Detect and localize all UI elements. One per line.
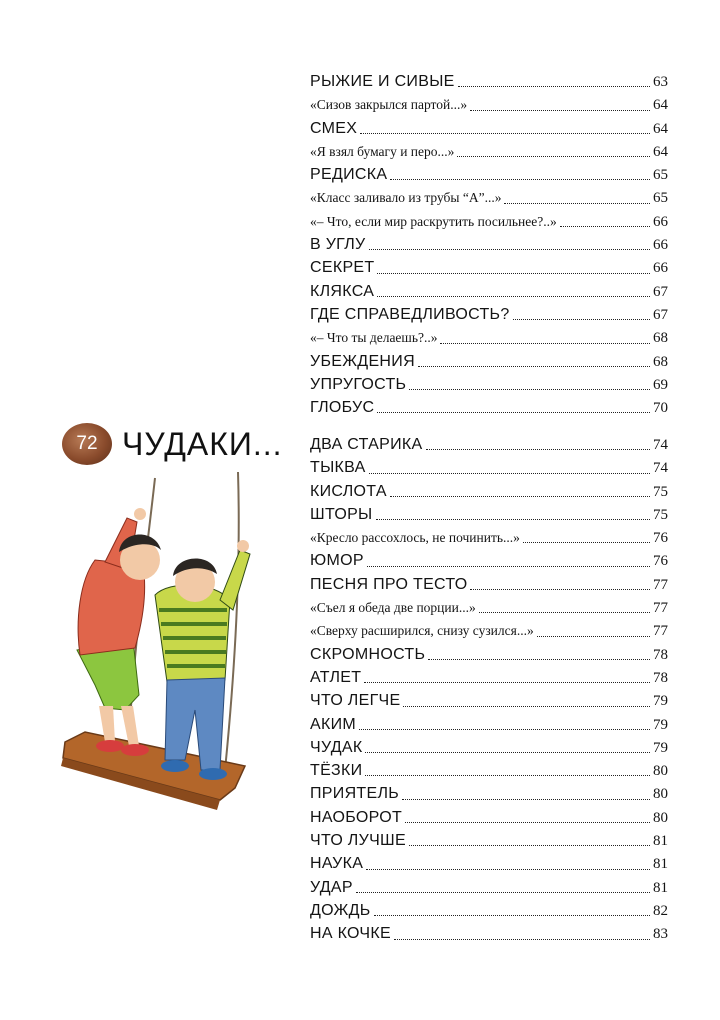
toc-leader-dots [523,541,650,543]
toc-entry-title: ТЁЗКИ [310,762,363,780]
toc-entry-title: «Съел я обеда две порции...» [310,600,476,616]
toc-entry-title: АТЛЕТ [310,668,362,686]
toc-leader-dots [366,868,650,870]
toc-entry-title: УДАР [310,878,353,896]
toc-entry-title: НАУКА [310,855,364,873]
toc-entry-title: КИСЛОТА [310,482,387,500]
toc-entry[interactable] [310,899,668,922]
toc-leader-dots [403,705,650,707]
toc-entry[interactable] [310,186,668,209]
toc-leader-dots [376,518,651,520]
toc-entry-page: 64 [653,120,668,137]
toc-entry-page: 79 [653,693,668,710]
toc-entry-title: «Сизов закрылся партой...» [310,97,468,113]
toc-leader-dots [440,342,650,344]
toc-leader-dots [364,681,650,683]
toc-entry-page: 81 [653,879,668,896]
toc-entry[interactable] [310,573,668,596]
toc-leader-dots [377,295,650,297]
toc-entry-page: 78 [653,669,668,686]
toc-leader-dots [377,272,650,274]
toc-entry[interactable] [310,140,668,163]
toc-entry-title: ПЕСНЯ ПРО ТЕСТО [310,575,468,593]
toc-leader-dots [537,635,650,637]
section-title: ЧУДАКИ... [122,425,283,462]
toc-entry-page: 70 [653,400,668,417]
toc-entry-title: КЛЯКСА [310,282,375,300]
toc-entry-page: 66 [653,213,668,230]
toc-entry[interactable] [310,117,668,140]
toc-leader-dots [359,728,650,730]
toc-entry-page: 77 [653,623,668,640]
toc-entry-page: 82 [653,902,668,919]
toc-leader-dots [426,448,651,450]
toc-entry[interactable] [310,233,668,256]
toc-leader-dots [390,495,650,497]
toc-entry-page: 81 [653,833,668,850]
toc-entry[interactable] [310,163,668,186]
toc-entry[interactable] [310,829,668,852]
toc-entry-page: 79 [653,739,668,756]
toc-bottom-list [310,433,668,946]
toc-leader-dots [479,611,650,613]
toc-entry[interactable] [310,619,668,642]
toc-entry-page: 64 [653,143,668,160]
toc-entry-page: 69 [653,376,668,393]
toc-entry-title: В УГЛУ [310,236,366,254]
toc-entry-page: 63 [653,74,668,90]
toc-entry[interactable] [310,350,668,373]
toc-entry-title: РЕДИСКА [310,166,388,184]
toc-entry-page: 80 [653,786,668,803]
toc-leader-dots [457,155,650,157]
toc-entry-page: 65 [653,190,668,207]
toc-entry-page: 76 [653,553,668,570]
toc-leader-dots [428,658,650,660]
toc-entry-page: 79 [653,716,668,733]
toc-entry[interactable] [310,596,668,619]
toc-entry-title: ПРИЯТЕЛЬ [310,785,400,803]
toc-entry[interactable] [310,759,668,782]
toc-entry[interactable] [310,666,668,689]
toc-entry[interactable] [310,526,668,549]
toc-entry-title: РЫЖИЕ И СИВЫЕ [310,73,455,90]
toc-entry-title: СКРОМНОСТЬ [310,645,426,663]
toc-entry-page: 66 [653,260,668,277]
toc-entry-title: ТЫКВА [310,459,366,477]
illustration-boys-on-swing [55,470,295,830]
toc-entry[interactable] [310,736,668,759]
toc-entry-page: 80 [653,763,668,780]
toc-entry-title: «Сверху расширился, снизу сузился...» [310,623,534,639]
toc-entry-page: 74 [653,460,668,477]
toc-leader-dots [365,774,650,776]
toc-entry-page: 78 [653,646,668,663]
toc-entry-title: ДВА СТАРИКА [310,436,423,453]
toc-entry-title: «– Что, если мир раскрутить посильнее?..» [310,213,557,229]
toc-entry[interactable] [310,643,668,666]
toc-entry[interactable] [310,922,668,945]
toc-entry-title: «– Что ты делаешь?..» [310,330,438,346]
toc-entry[interactable] [310,396,668,419]
toc-entry[interactable] [310,93,668,116]
toc-leader-dots [365,751,650,753]
toc-leader-dots [470,109,650,111]
toc-entry-title: «Кресло рассохлось, не починить...» [310,530,520,546]
toc-entry-page: 81 [653,856,668,873]
toc-entry[interactable] [310,503,668,526]
toc-leader-dots [513,318,650,320]
toc-entry-title: ЧУДАК [310,738,363,756]
toc-entry-page: 75 [653,506,668,523]
toc-entry[interactable] [310,876,668,899]
toc-entry-title: СМЕХ [310,119,358,137]
toc-entry-title: ГДЕ СПРАВЕДЛИВОСТЬ? [310,305,510,323]
toc-leader-dots [356,891,650,893]
toc-leader-dots [367,565,650,567]
toc-top-list [310,70,668,419]
toc-leader-dots [377,411,650,413]
toc-entry-title: ЧТО ЛЕГЧЕ [310,692,401,710]
section-page-badge: 72 [62,423,112,465]
toc-entry-title: ЮМОР [310,552,364,570]
toc-leader-dots [369,472,650,474]
toc-entry-page: 66 [653,237,668,254]
toc-entry[interactable] [310,852,668,875]
toc-entry-title: ДОЖДЬ [310,901,371,919]
toc-leader-dots [394,938,650,940]
toc-entry[interactable] [310,326,668,349]
toc-entry[interactable] [310,689,668,712]
toc-entry-page: 80 [653,809,668,826]
toc-leader-dots [504,202,650,204]
toc-entry-page: 67 [653,283,668,300]
toc-entry-page: 77 [653,576,668,593]
toc-entry[interactable] [310,433,668,456]
toc-entry-page: 83 [653,926,668,943]
toc-entry-page: 75 [653,483,668,500]
toc-entry-title: ЧТО ЛУЧШЕ [310,832,406,850]
toc-leader-dots [369,248,650,250]
toc-entry-title: АКИМ [310,715,357,733]
toc-entry-title: НАОБОРОТ [310,808,403,826]
toc-leader-dots [418,365,650,367]
toc-entry[interactable] [310,70,668,93]
toc-leader-dots [360,132,650,134]
toc-leader-dots [402,798,650,800]
toc-leader-dots [560,225,650,227]
toc-entry-page: 68 [653,353,668,370]
toc-entry[interactable] [310,806,668,829]
toc-entry-title: ШТОРЫ [310,505,373,523]
toc-entry-page: 67 [653,306,668,323]
toc-entry[interactable] [310,303,668,326]
toc-entry-page: 64 [653,97,668,114]
toc-entry-page: 65 [653,167,668,184]
toc-entry-page: 74 [653,437,668,453]
toc-entry-page: 68 [653,330,668,347]
toc-leader-dots [470,588,650,590]
toc-entry-title: ГЛОБУС [310,399,375,417]
toc-entry-title: «Класс заливало из трубы “А”...» [310,190,502,206]
toc-entry-title: НА КОЧКЕ [310,925,391,943]
toc-entry-page: 76 [653,530,668,547]
toc-entry-title: СЕКРЕТ [310,259,375,277]
toc-entry[interactable] [310,480,668,503]
toc-entry[interactable] [310,210,668,233]
toc-leader-dots [409,844,650,846]
toc-entry[interactable] [310,280,668,303]
toc-leader-dots [390,178,650,180]
toc-leader-dots [405,821,650,823]
toc-entry[interactable] [310,549,668,572]
section-heading [62,423,283,465]
toc-entry-title: УБЕЖДЕНИЯ [310,352,415,370]
toc-entry[interactable] [310,373,668,396]
toc-entry-title: «Я взял бумагу и перо...» [310,143,455,159]
toc-entry[interactable] [310,456,668,479]
toc-entry-page: 77 [653,600,668,617]
toc-entry[interactable] [310,256,668,279]
toc-leader-dots [458,85,650,87]
toc-leader-dots [374,914,650,916]
toc-entry[interactable] [310,713,668,736]
toc-entry-title: УПРУГОСТЬ [310,375,407,393]
toc-entry[interactable] [310,782,668,805]
toc-leader-dots [409,388,650,390]
